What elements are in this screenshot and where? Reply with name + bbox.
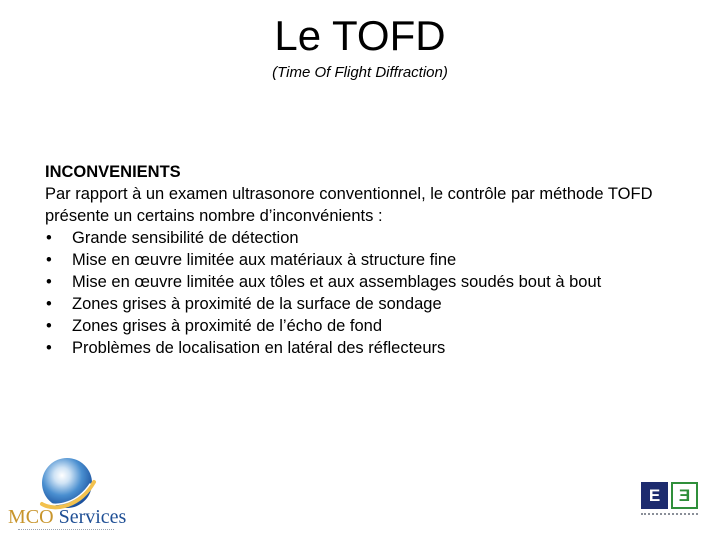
slide-title: Le TOFD bbox=[274, 12, 446, 59]
list-item-text: Mise en œuvre limitée aux matériaux à structure fine bbox=[72, 251, 457, 269]
list-item bbox=[45, 316, 685, 336]
entrepose-logo-tagline bbox=[641, 513, 698, 518]
bullet-marker: • bbox=[46, 295, 52, 313]
intro-paragraph-continuation: présente un certains nombre d’inconvénients : bbox=[45, 207, 383, 225]
mco-logo-text bbox=[8, 506, 126, 528]
list-item-text: Zones grises à proximité de l’écho de fond bbox=[72, 317, 383, 335]
entrepose-logo-right-box: Ǝ bbox=[671, 482, 698, 509]
inconvenients-list bbox=[45, 228, 685, 358]
bullet-marker: • bbox=[46, 229, 52, 247]
list-item bbox=[45, 228, 685, 248]
list-item-text: Problèmes de localisation en latéral des réflecteurs bbox=[72, 339, 446, 357]
bullet-marker: • bbox=[46, 251, 52, 269]
mco-logo-tagline bbox=[18, 529, 114, 532]
entrepose-logo-left-box: E bbox=[641, 482, 668, 509]
section-heading: INCONVENIENTS bbox=[45, 163, 181, 181]
list-item bbox=[45, 250, 685, 270]
list-item bbox=[45, 294, 685, 314]
list-item bbox=[45, 338, 685, 358]
list-item-text: Grande sensibilité de détection bbox=[72, 229, 299, 247]
intro-paragraph: Par rapport à un examen ultrasonore conventionnel, le contrôle par méthode TOFD bbox=[45, 185, 653, 203]
bullet-marker: • bbox=[46, 317, 52, 335]
bullet-marker: • bbox=[46, 273, 52, 291]
slide-subtitle: (Time Of Flight Diffraction) bbox=[272, 64, 448, 81]
entrepose-logo bbox=[641, 482, 701, 522]
list-item bbox=[45, 272, 685, 292]
slide-content bbox=[45, 162, 685, 360]
mco-services-logo bbox=[8, 458, 127, 534]
list-item-text: Zones grises à proximité de la surface de sondage bbox=[72, 295, 442, 313]
mco-logo-services: Services bbox=[58, 506, 127, 528]
bullet-marker: • bbox=[46, 339, 52, 357]
list-item-text: Mise en œuvre limitée aux tôles et aux assemblages soudés bout à bout bbox=[72, 273, 602, 291]
mco-logo-mco: MCO bbox=[8, 506, 54, 528]
